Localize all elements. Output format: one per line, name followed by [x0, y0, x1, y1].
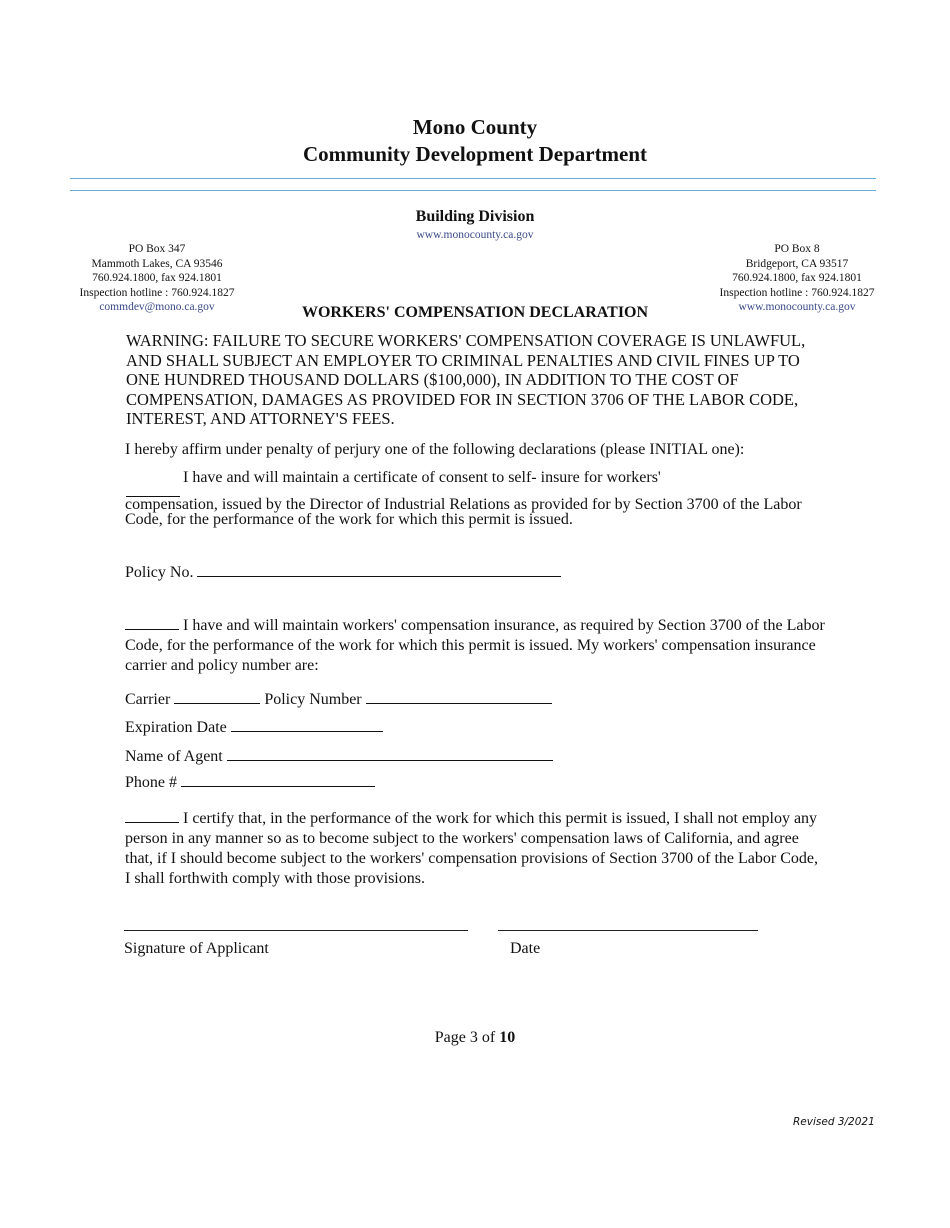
- office-right-hotline: Inspection hotline : 760.924.1827: [719, 286, 875, 299]
- page-number-total: 10: [499, 1029, 516, 1046]
- expiration-input[interactable]: [231, 719, 383, 732]
- carrier-input[interactable]: [174, 691, 260, 704]
- phone-label: Phone #: [125, 774, 177, 791]
- policy-no-field: [125, 563, 561, 583]
- signature-label: Signature of Applicant: [124, 940, 269, 957]
- county-name: Mono County: [412, 115, 538, 139]
- department-name: Community Development Department: [302, 142, 648, 166]
- option1-line2: compensation, issued by the Director of Industrial Relations as provided for by Section 3700 of the Labor Code, for the performance of the work for which this permit is issued.: [125, 496, 802, 528]
- agent-field-row: [125, 747, 553, 767]
- expiration-field-row: [125, 718, 383, 738]
- warning-text: WARNING: FAILURE TO SECURE WORKERS' COMPENSATION COVERAGE IS UNLAWFUL, AND SHALL SUBJECT AN EMPLOYER TO CRIMINAL PENALTIES AND CIVIL FINES UP TO ONE HUNDRED THOUSAND DOLLARS ($100,000), IN ADDITION TO THE COST OF COMPENSATION, DAMAGES AS PROVIDED FOR IN SECTION 3706 OF THE LABOR CODE, INTEREST, AND ATTORNEY'S FEES.: [126, 331, 806, 428]
- option2-initial-blank[interactable]: [125, 617, 179, 630]
- option2-text: I have and will maintain workers' compensation insurance, as required by Section 3700 of the Labor Code, for the performance of the work for which this permit is issued. My workers' compensation insurance carrier and policy number are:: [125, 617, 825, 674]
- signature-line[interactable]: [124, 930, 468, 931]
- phone-field-row: [125, 773, 375, 793]
- office-left-email[interactable]: commdev@mono.ca.gov: [99, 301, 215, 313]
- office-left-phone: 760.924.1800, fax 924.1801: [92, 272, 222, 284]
- office-left-city: Mammoth Lakes, CA 93546: [91, 257, 223, 270]
- office-right-po-box: PO Box 8: [774, 243, 820, 255]
- header-rule-top: [70, 178, 876, 179]
- phone-input[interactable]: [181, 774, 375, 787]
- date-label: Date: [510, 940, 541, 957]
- option3-text: I certify that, in the performance of the work for which this permit is issued, I shall not employ any person in any manner so as to become subject to the workers' compensation laws of California, and agree that, if I should become subject to the workers' compensation provisions of Section 3700 of the Labor Code, I shall forthwith comply with those provisions.: [125, 810, 818, 887]
- option3-block: [125, 809, 825, 889]
- agent-label: Name of Agent: [125, 748, 223, 765]
- office-left-po-box: PO Box 347: [128, 243, 186, 255]
- date-line[interactable]: [498, 930, 758, 931]
- carrier-field-row: [125, 690, 552, 710]
- carrier-label: Carrier: [125, 691, 171, 708]
- revised-date: Revised 3/2021: [793, 1116, 875, 1128]
- division-title: Building Division: [415, 208, 535, 225]
- option3-initial-blank[interactable]: [125, 810, 179, 823]
- header-rule-bottom: [70, 190, 876, 191]
- division-website[interactable]: www.monocounty.ca.gov: [416, 229, 534, 241]
- option1-line1: I have and will maintain a certificate of consent to self- insure for workers': [183, 469, 661, 486]
- office-right-phone: 760.924.1800, fax 924.1801: [732, 272, 862, 284]
- page-number: [0, 1029, 950, 1047]
- office-right-website[interactable]: www.monocounty.ca.gov: [738, 301, 856, 313]
- agent-input[interactable]: [227, 748, 553, 761]
- office-left-hotline: Inspection hotline : 760.924.1827: [79, 286, 235, 299]
- form-title: WORKERS' COMPENSATION DECLARATION: [301, 304, 649, 321]
- page-number-prefix: Page 3 of: [434, 1029, 496, 1046]
- policy-number-label: Policy Number: [264, 691, 362, 708]
- policy-no-input[interactable]: [197, 564, 561, 577]
- policy-no-label: Policy No.: [125, 564, 194, 581]
- option2-block: [125, 616, 825, 676]
- expiration-label: Expiration Date: [125, 719, 227, 736]
- affirm-text: I hereby affirm under penalty of perjury one of the following declarations (please INITIAL one):: [125, 441, 745, 458]
- office-right-city: Bridgeport, CA 93517: [745, 257, 849, 270]
- policy-number-input[interactable]: [366, 691, 552, 704]
